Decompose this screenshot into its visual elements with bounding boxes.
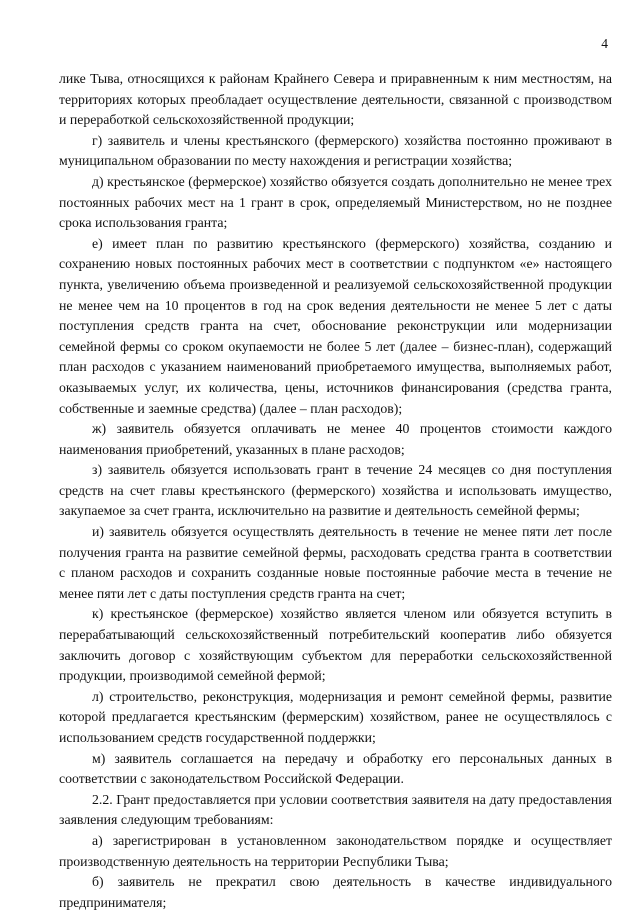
- paragraph-item-i: и) заявитель обязуется осуществлять деятельность в течение не менее пяти лет после получения гранта на развитие семейной фермы, расходовать средства гранта в соответствии с планом расходов и сохранить созданные новые постоянные рабочие места в течение не менее пяти лет с даты поступления средств гранта на счет;: [59, 524, 612, 601]
- paragraph-continuation: лике Тыва, относящихся к районам Крайнего Севера и приравненным к ним местностям, на территориях которых преобладает осуществление деятельности, связанной с производством и переработкой сельскохозяйственной продукции;: [59, 71, 612, 128]
- paragraph-section-2-2: 2.2. Грант предоставляется при условии соответствия заявителя на дату предоставления заявления следующим требованиям:: [59, 791, 612, 828]
- paragraph-item-m: м) заявитель соглашается на передачу и обработку его персональных данных в соответствии с законодательством Российской Федерации.: [59, 750, 612, 787]
- paragraph-item-g: г) заявитель и члены крестьянского (фермерского) хозяйства постоянно проживают в муниципальном образовании по месту нахождения и регистрации хозяйства;: [59, 132, 612, 169]
- paragraph-item-b: б) заявитель не прекратил свою деятельность в качестве индивидуального предпринимателя;: [59, 874, 612, 910]
- paragraph-item-l: л) строительство, реконструкция, модернизация и ремонт семейной фермы, развитие которой предлагается крестьянским (фермерским) хозяйством, ранее не осуществлялось с использованием средств государственной поддержки;: [59, 688, 612, 745]
- paragraph-item-k: к) крестьянское (фермерское) хозяйство является членом или обязуется вступить в перерабатывающий сельскохозяйственный потребительский кооператив либо обязуется заключить договор с хозяйствующим субъектом для переработки сельскохозяйственной продукции, производимой семейной фермой;: [59, 606, 612, 684]
- paragraph-item-e: е) имеет план по развитию крестьянского (фермерского) хозяйства, созданию и сохранению новых постоянных рабочих мест в соответствии с подпунктом «е» настоящего пункта, увеличению объема произведенной и реализуемой сельскохозяйственной продукции не менее чем на 10 процентов в год на срок ведения деятельности не менее 5 лет с даты поступления средств гранта на счет, обоснование реконструкции или модернизации семейной фермы со сроком окупаемости не более 5 лет (далее – бизнес-план), содержащий план расходов с указанием наименований приобретаемого имущества, выполняемых работ, оказываемых услуг, их количества, цены, источников финансирования (средства гранта, собственные и заемные средства) (далее – план расходов);: [59, 235, 612, 416]
- paragraph-item-a: а) зарегистрирован в установленном законодательством порядке и осуществляет производственную деятельность на территории Республики Тыва;: [59, 832, 612, 869]
- paragraph-item-z: з) заявитель обязуется использовать грант в течение 24 месяцев со дня поступления средств на счет главы крестьянского (фермерского) хозяйства и использовать имущество, закупаемое за счет гранта, исключительно на развитие и деятельность семейной фермы;: [59, 462, 612, 519]
- paragraph-item-d: д) крестьянское (фермерское) хозяйство обязуется создать дополнительно не менее трех постоянных рабочих мест на 1 грант в срок, определяемый Министерством, но не позднее срока использования гранта;: [59, 173, 612, 231]
- document-body: [59, 69, 612, 913]
- paragraph-item-zh: ж) заявитель обязуется оплачивать не менее 40 процентов стоимости каждого наименования приобретений, указанных в плане расходов;: [59, 421, 612, 457]
- page-number: 4: [601, 36, 608, 51]
